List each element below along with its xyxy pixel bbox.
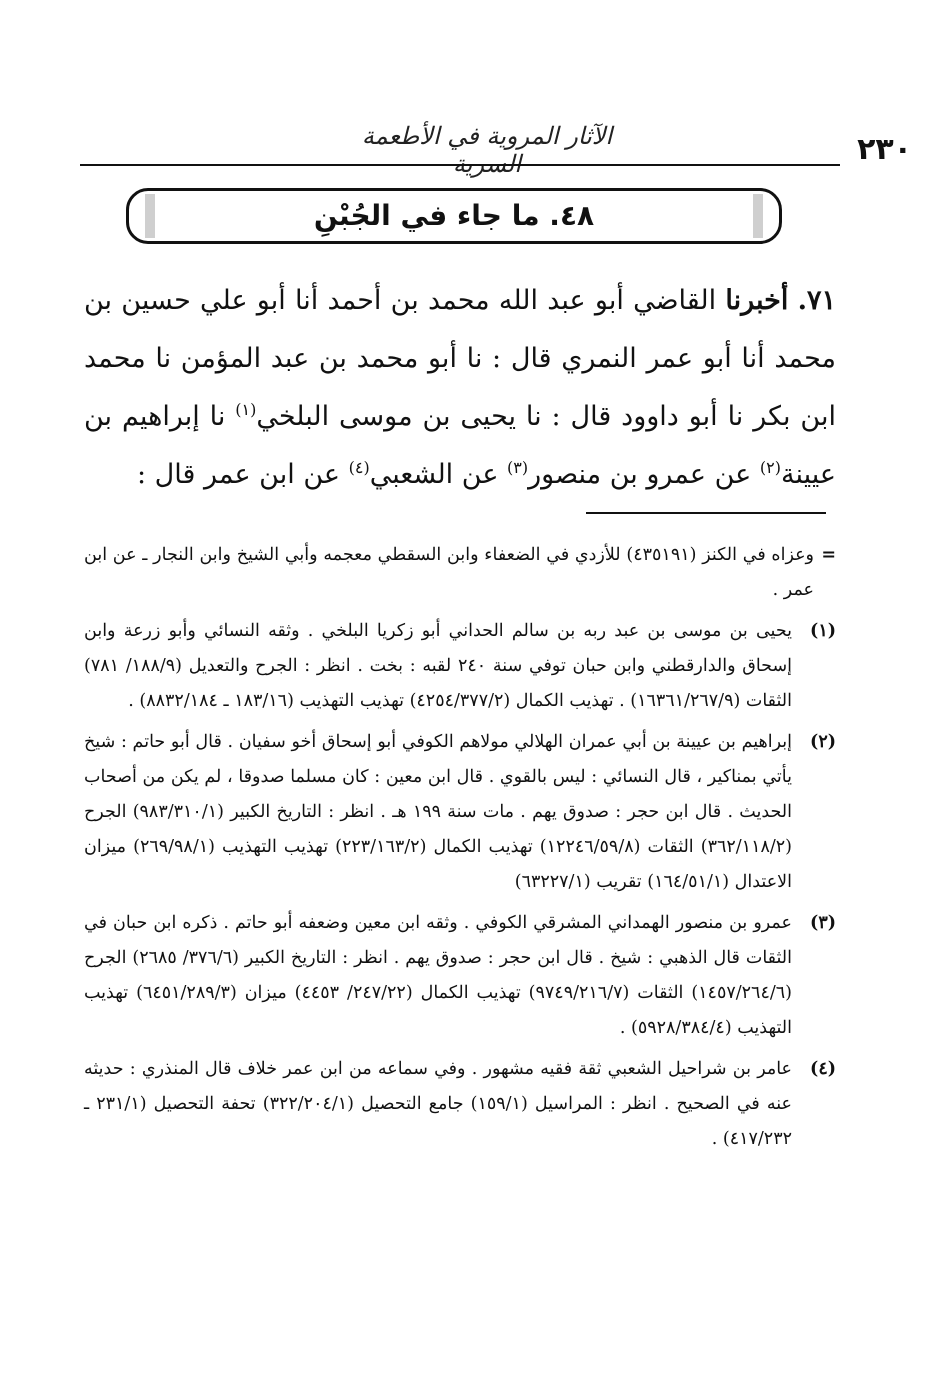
- footnote-ref-4[interactable]: (٤): [348, 458, 370, 477]
- footnote-ref-2[interactable]: (٢): [759, 458, 781, 477]
- footnote-1: [84, 614, 836, 719]
- footnote-ref-3[interactable]: (٣): [507, 458, 529, 477]
- footnote-text: عامر بن شراحيل الشعبي ثقة فقيه مشهور . وفي سماعه من ابن عمر خلاف قال المنذري : حديثه عنه في الصحيح . انظر : المراسيل (١٥٩/١) جامع التحصيل (٣٢٢/٢٠٤/١) تحفة التحصيل (٢٣١/١ ـ ٤١٧/٢٣٢) .: [84, 1059, 792, 1149]
- footnote-3: [84, 906, 836, 1046]
- page-number: ٢٣٠: [857, 132, 912, 167]
- running-header: [82, 112, 912, 178]
- hadith-segment: عن الشعبي: [369, 459, 499, 490]
- hadith-segment: القاضي أبو عبد الله محمد بن أحمد أنا أبو علي حسين بن محمد أنا أبو عمر النمري قال : نا أبو محمد بن عبد المؤمن نا محمد ابن بكر نا أبو داوود قال : نا يحيى بن موسى البلخي: [84, 285, 836, 432]
- footnotes: [84, 538, 836, 1163]
- chapter-title: ٤٨. ما جاء في الجُبْنِ: [313, 199, 595, 232]
- chapter-title-box: [126, 188, 782, 244]
- footnote-text: إبراهيم بن عيينة بن أبي عمران الهلالي مولاهم الكوفي أبو إسحاق أخو سفيان . قال أبو حاتم : شيخ يأتي بمناكير ، قال النسائي : ليس بالقوي . قال ابن معين : كان مسلما صدوقا ، لم يكن من أصحاب الحديث . قال ابن حجر : صدوق يهم . مات سنة ١٩٩ هـ . انظر : التاريخ الكبير (٩٨٣/٣١٠/١) الجرح (٣٦٢/١١٨/٢) الثقات (١٢٢٤٦/٥٩/٨) تهذيب الكمال (٢٢٣/١٦٣/٢) تهذيب التهذيب (٢٦٩/٩٨/١) ميزان الاعتدال (١٦٤/٥١/١) تقريب (٦٣٢٢٧/١): [84, 732, 792, 892]
- footnote-marker: (٢): [810, 732, 836, 752]
- hadith-number: ٧١.: [797, 285, 836, 316]
- footnote-text: يحيى بن موسى بن عبد ربه بن سالم الحداني أبو زكريا البلخي . وثقه النسائي وأبو زرعة وابن إسحاق والدارقطني وابن حبان توفي سنة ٢٤٠ لقبه : بخت . انظر : الجرح والتعديل (١٨٨/٩/ ٧٨١) الثقات (١٦٣٦١/٢٦٧/٩) . تهذيب الكمال (٤٢٥٤/٣٧٧/٢) تهذيب التهذيب (١٨٣/١٦ ـ ٨٨٣٢/١٨٤) .: [84, 621, 792, 711]
- footnote-separator: [586, 512, 826, 514]
- footnote-4: [84, 1052, 836, 1157]
- hadith-lead-word: أخبرنا: [725, 285, 789, 316]
- footnote-marker: (٤): [810, 1059, 836, 1079]
- hadith-segment: نا إبراهيم بن عيينة: [84, 401, 836, 490]
- hadith-segment: عن عمرو بن منصور: [528, 459, 752, 490]
- footnote-text: عمرو بن منصور الهمداني المشرقي الكوفي . وثقه ابن معين وضعفه أبو حاتم . ذكره ابن حبان في الثقات قال الذهبي : شيخ . قال ابن حجر : صدوق يهم . انظر : التاريخ الكبير (٣٧٦/٦/ ٢٦٨٥) الجرح (١٤٥٧/٢٦٤/٦) الثقات (٩٧٤٩/٢١٦/٧) تهذيب الكمال (٢٤٧/٢٢/ ٤٤٥٣) ميزان (٦٤٥١/٢٨٩/٣) تهذيب التهذيب (٥٩٢٨/٣٨٤/٤) .: [84, 913, 792, 1038]
- footnote-text: وعزاه في الكنز (٤٣٥١٩١) للأزدي في الضعفاء وابن السقطي معجمه وأبي الشيخ وابن النجار ـ عن ابن عمر .: [84, 545, 814, 600]
- footnote-marker: (٣): [810, 913, 836, 933]
- footnote-2: [84, 725, 836, 900]
- header-divider: [80, 164, 840, 166]
- hadith-segment: عن ابن عمر قال :: [136, 459, 340, 490]
- footnote-continuation: [84, 538, 836, 608]
- footnote-marker: (١): [810, 621, 836, 641]
- hadith-text: [84, 272, 836, 504]
- footnote-ref-1[interactable]: (١): [235, 400, 257, 419]
- footnote-marker: =: [821, 545, 836, 565]
- book-title: الآثار المروية في الأطعمة السرية: [361, 122, 613, 178]
